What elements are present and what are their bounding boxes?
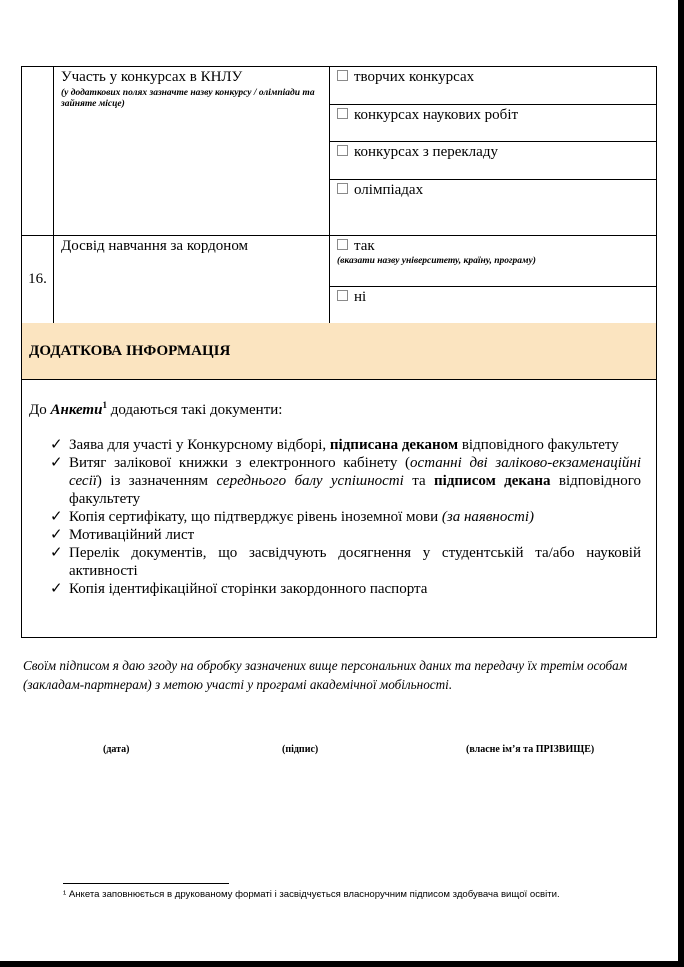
intro-keyword: Анкети [50, 402, 103, 418]
documents-intro [29, 400, 282, 419]
option-olympiads[interactable] [330, 180, 657, 236]
contests-note: (у додаткових полях зазначте назву конкурсу / олімпіади та зайняте місце) [61, 88, 315, 109]
checkbox-icon[interactable] [337, 108, 348, 119]
checkmark-icon: ✓ [50, 581, 63, 597]
item-text: відповідного факультету [458, 437, 619, 453]
abroad-label: Досвід навчання за кордоном [54, 236, 330, 324]
contests-label: Участь у конкурсах в КНЛУ [61, 69, 243, 85]
page-shadow-bottom [0, 961, 684, 967]
footnote: ¹ Анкета заповнюється в друкованому форматі і засвідчується власноручним підписом здобувача вищої освіти. [63, 889, 560, 900]
row-number-empty [22, 67, 54, 236]
checkbox-icon[interactable] [337, 70, 348, 81]
section-header [21, 323, 657, 380]
list-item [46, 580, 641, 598]
checkmark-icon: ✓ [50, 545, 63, 561]
list-item [46, 508, 641, 526]
item-text: Перелік документів, що засвідчують досягнення у студентській та/або науковій активності [69, 545, 641, 579]
option-label: конкурсах наукових робіт [354, 107, 519, 123]
option-label: олімпіадах [354, 182, 424, 198]
item-text: Копія сертифікату, що підтверджує рівень іноземної мови [69, 509, 442, 525]
section-title: ДОДАТКОВА ІНФОРМАЦІЯ [29, 343, 231, 359]
intro-text: додаються такі документи: [106, 402, 283, 418]
item-emphasis: підписом декана [434, 473, 551, 489]
footnote-ref: 1 [102, 400, 107, 410]
documents-list [46, 436, 641, 598]
option-label: так [354, 238, 375, 254]
item-text: Заява для участі у Конкурсному відборі, [69, 437, 330, 453]
contests-label-cell [54, 67, 330, 236]
option-research-contests[interactable] [330, 105, 657, 142]
item-emphasis: підписана деканом [329, 437, 459, 453]
option-label: творчих конкурсах [354, 69, 475, 85]
application-form-table [21, 66, 657, 324]
list-item [46, 526, 641, 544]
signature-sign-label: (підпис) [282, 744, 319, 755]
signature-name-label: (власне ім’я та ПРІЗВИЩЕ) [466, 744, 595, 755]
item-italic: (за наявності) [441, 509, 535, 525]
option-creative-contests[interactable] [330, 67, 657, 105]
page-shadow-right [678, 0, 684, 967]
additional-info-box [21, 379, 657, 638]
list-item [46, 544, 641, 580]
signature-date-label: (дата) [103, 744, 130, 755]
option-no[interactable] [330, 287, 657, 324]
item-text: відповідного факультету [69, 473, 641, 507]
item-italic: середнього балу успішності [216, 473, 404, 489]
list-item [46, 436, 641, 454]
footnote-divider [63, 883, 229, 884]
option-label: ні [354, 289, 367, 305]
item-text: Копія ідентифікаційної сторінки закордонного паспорта [69, 581, 428, 597]
option-translation-contests[interactable] [330, 142, 657, 180]
option-yes-note: (вказати назву університету, країну, програму) [337, 256, 536, 266]
list-item [46, 454, 641, 508]
checkbox-icon[interactable] [337, 145, 348, 156]
checkbox-icon[interactable] [337, 239, 348, 250]
item-text: ) із зазначенням [96, 473, 217, 489]
checkmark-icon: ✓ [50, 455, 63, 471]
checkmark-icon: ✓ [50, 509, 63, 525]
checkmark-icon: ✓ [50, 437, 63, 453]
item-text: Витяг залікової книжки з електронного кабінету ( [69, 455, 411, 471]
item-text: та [403, 473, 435, 489]
option-yes[interactable] [330, 236, 657, 287]
item-text: Мотиваційний лист [69, 527, 195, 543]
intro-text: До [29, 402, 51, 418]
row-number: 16. [22, 236, 54, 324]
option-label: конкурсах з перекладу [354, 144, 498, 160]
consent-statement: Своїм підписом я даю згоду на обробку зазначених вище персональних даних та передачу їх третім особам (закладам-партнерам) з метою участі у програмі академічної мобільності. [23, 658, 628, 692]
checkbox-icon[interactable] [337, 290, 348, 301]
checkbox-icon[interactable] [337, 183, 348, 194]
checkmark-icon: ✓ [50, 527, 63, 543]
item-italic: останні дві заліково-екзаменаційні сесії [69, 455, 641, 489]
